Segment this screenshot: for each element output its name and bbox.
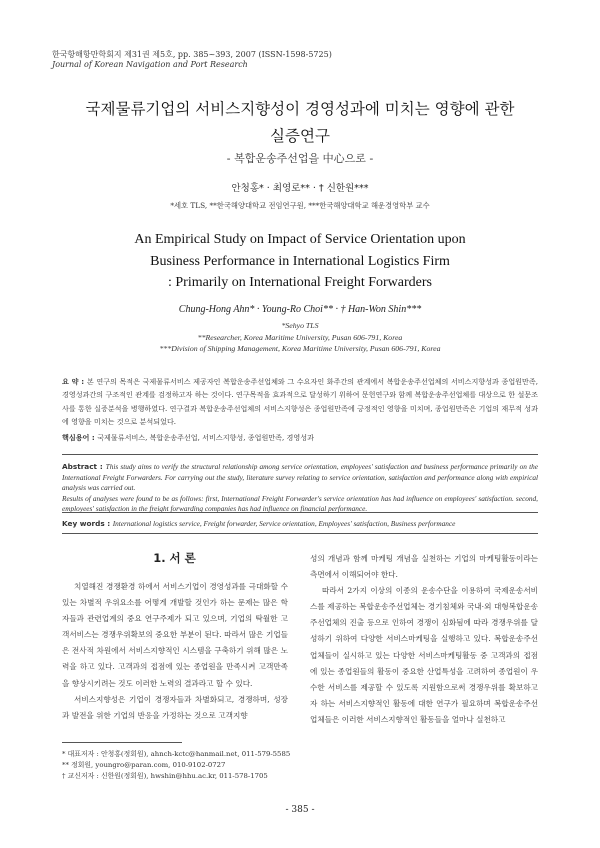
title-en-line1: An Empirical Study on Impact of Service Orientation upon [134, 232, 466, 247]
abstract-english [62, 462, 538, 515]
journal-header [52, 50, 332, 70]
keywords-en-label: Key words : [62, 519, 113, 528]
authors-korean: 안청홍* · 최영로** · † 신한원*** [231, 183, 369, 194]
keywords-english [62, 519, 538, 528]
intro-paragraph-1: 치열해진 경쟁환경 하에서 서비스기업이 경영성과를 극대화할 수 있는 차별적 우위요소를 어떻게 개발할 것인가 하는 문제는 많은 학자들과 관련업계의 중요 연구주제가 되고 있으며, 기업의 탁월한 고객서비스는 경쟁우위확보의 중요한 부분이 된다. 따라서 많은 기업들은 전사적 차원에서 서비스지향적인 시스템을 구축하기 위해 많은 노력을 하고 있다. 고객과의 접점에 있는 종업원을 만족시켜 고객만족을 향상시키려는 것도 이러한 노력의 결과라고 할 수 있다. [62, 582, 288, 688]
footnote-3: † 교신저자 : 신한원(정회원), hwshin@hhu.ac.kr, 011-578-1705 [62, 772, 268, 780]
title-ko-line1: 국제물류기업의 서비스지향성이 경영성과에 미치는 영향에 관한 [85, 100, 515, 118]
abstract-korean [62, 375, 538, 428]
journal-citation: 한국항해항만학회지 제31권 제5호, pp. 385~393, 2007 (ISSN-1598-5725) [52, 50, 332, 59]
divider-top [62, 454, 538, 455]
affiliation-en-2: **Researcher, Korea Maritime University, Pusan 606-791, Korea [197, 332, 403, 342]
title-en-line2: Business Performance in International Logistics Firm [150, 253, 450, 269]
paper-title-korean [40, 96, 560, 150]
authors-english: Chung-Hong Ahn* · Young-Ro Choi** · † Han-Won Shin*** [178, 304, 422, 315]
affiliations-english [40, 320, 560, 355]
footnote-1: * 대표저자 : 안청홍(정회원), ahnch-kctc@hanmail.net, 011-579-5585 [62, 750, 291, 758]
footnote-divider [62, 742, 182, 743]
abstract-en-p2: Results of analyses were found to be as follows: first, International Freight Forwarder's service orientation has had influence on employees' satisfaction. second, employees' satisfaction in the freight forwarding companies has had influence on financial performance. [62, 493, 538, 514]
abstract-ko-label: 요 약 : [62, 377, 87, 386]
keywords-ko-text: 국제물류서비스, 복합운송주선업, 서비스지향성, 종업원만족, 경영성과 [97, 433, 314, 442]
section-heading-introduction: 1. 서 론 [153, 551, 196, 565]
affiliations-korean: *세호 TLS, **한국해양대학교 전임연구원, ***한국해양대학교 해운경영학부 교수 [170, 201, 430, 210]
divider-middle [62, 512, 538, 513]
keywords-ko-label: 핵심용어 : [62, 433, 98, 442]
footnotes [62, 749, 322, 782]
affiliation-en-1: *Sehyo TLS [281, 321, 319, 330]
keywords-korean [62, 433, 538, 443]
intro-paragraph-3: 성의 개념과 함께 마케팅 개념을 실천하는 기업의 마케팅활동이라는 측면에서 이해되어야 한다. [310, 554, 538, 580]
affiliation-en-3: ***Division of Shipping Management, Korea Maritime University, Pusan 606-791, Korea [159, 344, 441, 353]
page-number: - 385 - [285, 805, 315, 815]
title-en-line3: : Primarily on International Freight Forwarders [168, 275, 432, 290]
paper-title-english [40, 229, 560, 294]
abstract-en-p1: This study aims to verify the structural relationship among service orientation, employees' satisfaction and business performance primarily on the International Freight Forwarders. For carrying out the study, literature survey relating to service orientation, satisfaction and performance along with empirical analysis was carried out. [62, 462, 538, 493]
body-column-right [310, 551, 538, 728]
paper-subtitle-korean: - 복합운송주선업을 中心으로 - [226, 152, 374, 165]
intro-paragraph-2: 서비스지향성은 기업이 경쟁자들과 차별화되고, 경쟁하며, 성장과 발전을 위한 기업의 반응을 가정하는 것으로 고객지향 [62, 694, 288, 720]
title-ko-line2: 실증연구 [270, 127, 330, 145]
keywords-en-text: International logistics service, Freight forwarder, Service orientation, Employees' satisfaction, Business performance [112, 519, 456, 528]
body-column-left [62, 579, 288, 724]
intro-paragraph-4: 따라서 2가지 이상의 이종의 운송수단을 이용하여 국제운송서비스를 제공하는 복합운송주선업체는 경기침체와 국내·외 대형복합운송주선업체의 진출 등으로 인하여 경쟁이 심화됨에 따라 경쟁우위를 달성하기 위하여 다양한 서비스마케팅을 실행하고 있다. 복합운송주선업체들이 실시하고 있는 다양한 서비스마케팅활동 중 고객과의 접점에 있는 종업원들의 활동이 중요한 산업특성을 고려하여 종업원이 우수한 서비스를 제공할 수 있도록 지원함으로써 경쟁우위를 확보하고자 하는 서비스지향적인 활동에 대한 연구가 필요하며 복합운송주선업체들은 이러한 서비스지향적인 활동들을 얼마나 실천하고 [310, 586, 538, 724]
abstract-ko-text: 본 연구의 목적은 국제물류서비스 제공자인 복합운송주선업체와 그 수요자인 화주간의 관계에서 복합운송주선업체의 서비스지향성과 종업원만족, 경영성과간의 구조적인 관계를 검정하고자 하는 것이다. 연구목적을 효과적으로 달성하기 위하여 문헌연구와 함께 복합운송주선업체를 대상으로 한 설문조사를 통한 실증분석을 병행하였다. 연구결과 복합운송주선업체의 서비스지향성은 종업원만족에 긍정적인 영향을 미치며, 종업원만족은 기업의 재무적 성과에 영향을 미치는 것으로 분석되었다. [62, 377, 538, 426]
journal-name: Journal of Korean Navigation and Port Research [52, 60, 248, 69]
abstract-en-label: Abstract : [62, 462, 106, 471]
divider-bottom [62, 533, 538, 534]
footnote-2: ** 정회원, youngro@paran.com, 010-9102-0727 [62, 761, 226, 769]
